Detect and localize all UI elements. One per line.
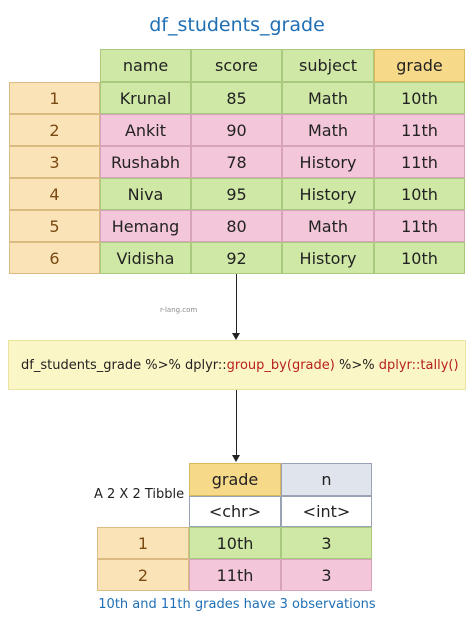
cell-grade: 10th	[374, 178, 465, 210]
cell-grade: 10th	[374, 82, 465, 114]
row-index: 1	[97, 527, 189, 559]
row-index: 1	[9, 82, 100, 114]
cell-name: Ankit	[100, 114, 191, 146]
header-grade: grade	[189, 463, 281, 496]
cell-grade: 11th	[189, 559, 281, 591]
cell-score: 85	[191, 82, 282, 114]
row-index: 5	[9, 210, 100, 242]
cell-subject: Math	[282, 114, 374, 146]
row-index: 2	[9, 114, 100, 146]
cell-n: 3	[281, 559, 372, 591]
row-index: 4	[9, 178, 100, 210]
cell-name: Vidisha	[100, 242, 191, 274]
code-function: group_by(grade)	[226, 357, 335, 373]
row-index: 3	[9, 146, 100, 178]
cell-score: 95	[191, 178, 282, 210]
cell-grade: 11th	[374, 210, 465, 242]
cell-grade: 11th	[374, 146, 465, 178]
diagram-title: df_students_grade	[149, 14, 325, 36]
code-part: %>%	[334, 357, 379, 373]
cell-grade: 10th	[374, 242, 465, 274]
cell-name: Krunal	[100, 82, 191, 114]
type-chr: <chr>	[189, 496, 281, 527]
row-index: 2	[97, 559, 189, 591]
cell-subject: History	[282, 242, 374, 274]
cell-subject: Math	[282, 82, 374, 114]
cell-score: 90	[191, 114, 282, 146]
arrow-head-icon	[232, 333, 240, 340]
caption: 10th and 11th grades have 3 observations	[98, 597, 376, 612]
row-index: 6	[9, 242, 100, 274]
cell-subject: History	[282, 146, 374, 178]
header-subject: subject	[282, 49, 374, 82]
tibble-label: A 2 X 2 Tibble	[94, 487, 185, 502]
cell-score: 78	[191, 146, 282, 178]
cell-name: Hemang	[100, 210, 191, 242]
header-name: name	[100, 49, 191, 82]
code-expression	[8, 340, 466, 390]
cell-n: 3	[281, 527, 372, 559]
cell-score: 92	[191, 242, 282, 274]
cell-name: Rushabh	[100, 146, 191, 178]
arrow-head-icon	[232, 455, 240, 462]
arrow-line	[236, 274, 237, 334]
arrow-line	[236, 390, 237, 456]
header-score: score	[191, 49, 282, 82]
header-n: n	[281, 463, 372, 496]
cell-subject: History	[282, 178, 374, 210]
header-grade: grade	[374, 49, 465, 82]
cell-subject: Math	[282, 210, 374, 242]
cell-grade: 11th	[374, 114, 465, 146]
cell-grade: 10th	[189, 527, 281, 559]
watermark: r-lang.com	[160, 306, 198, 314]
type-int: <int>	[281, 496, 372, 527]
cell-score: 80	[191, 210, 282, 242]
cell-name: Niva	[100, 178, 191, 210]
code-part: df_students_grade %>% dplyr::	[21, 357, 227, 373]
code-function: dplyr::tally()	[378, 357, 459, 373]
